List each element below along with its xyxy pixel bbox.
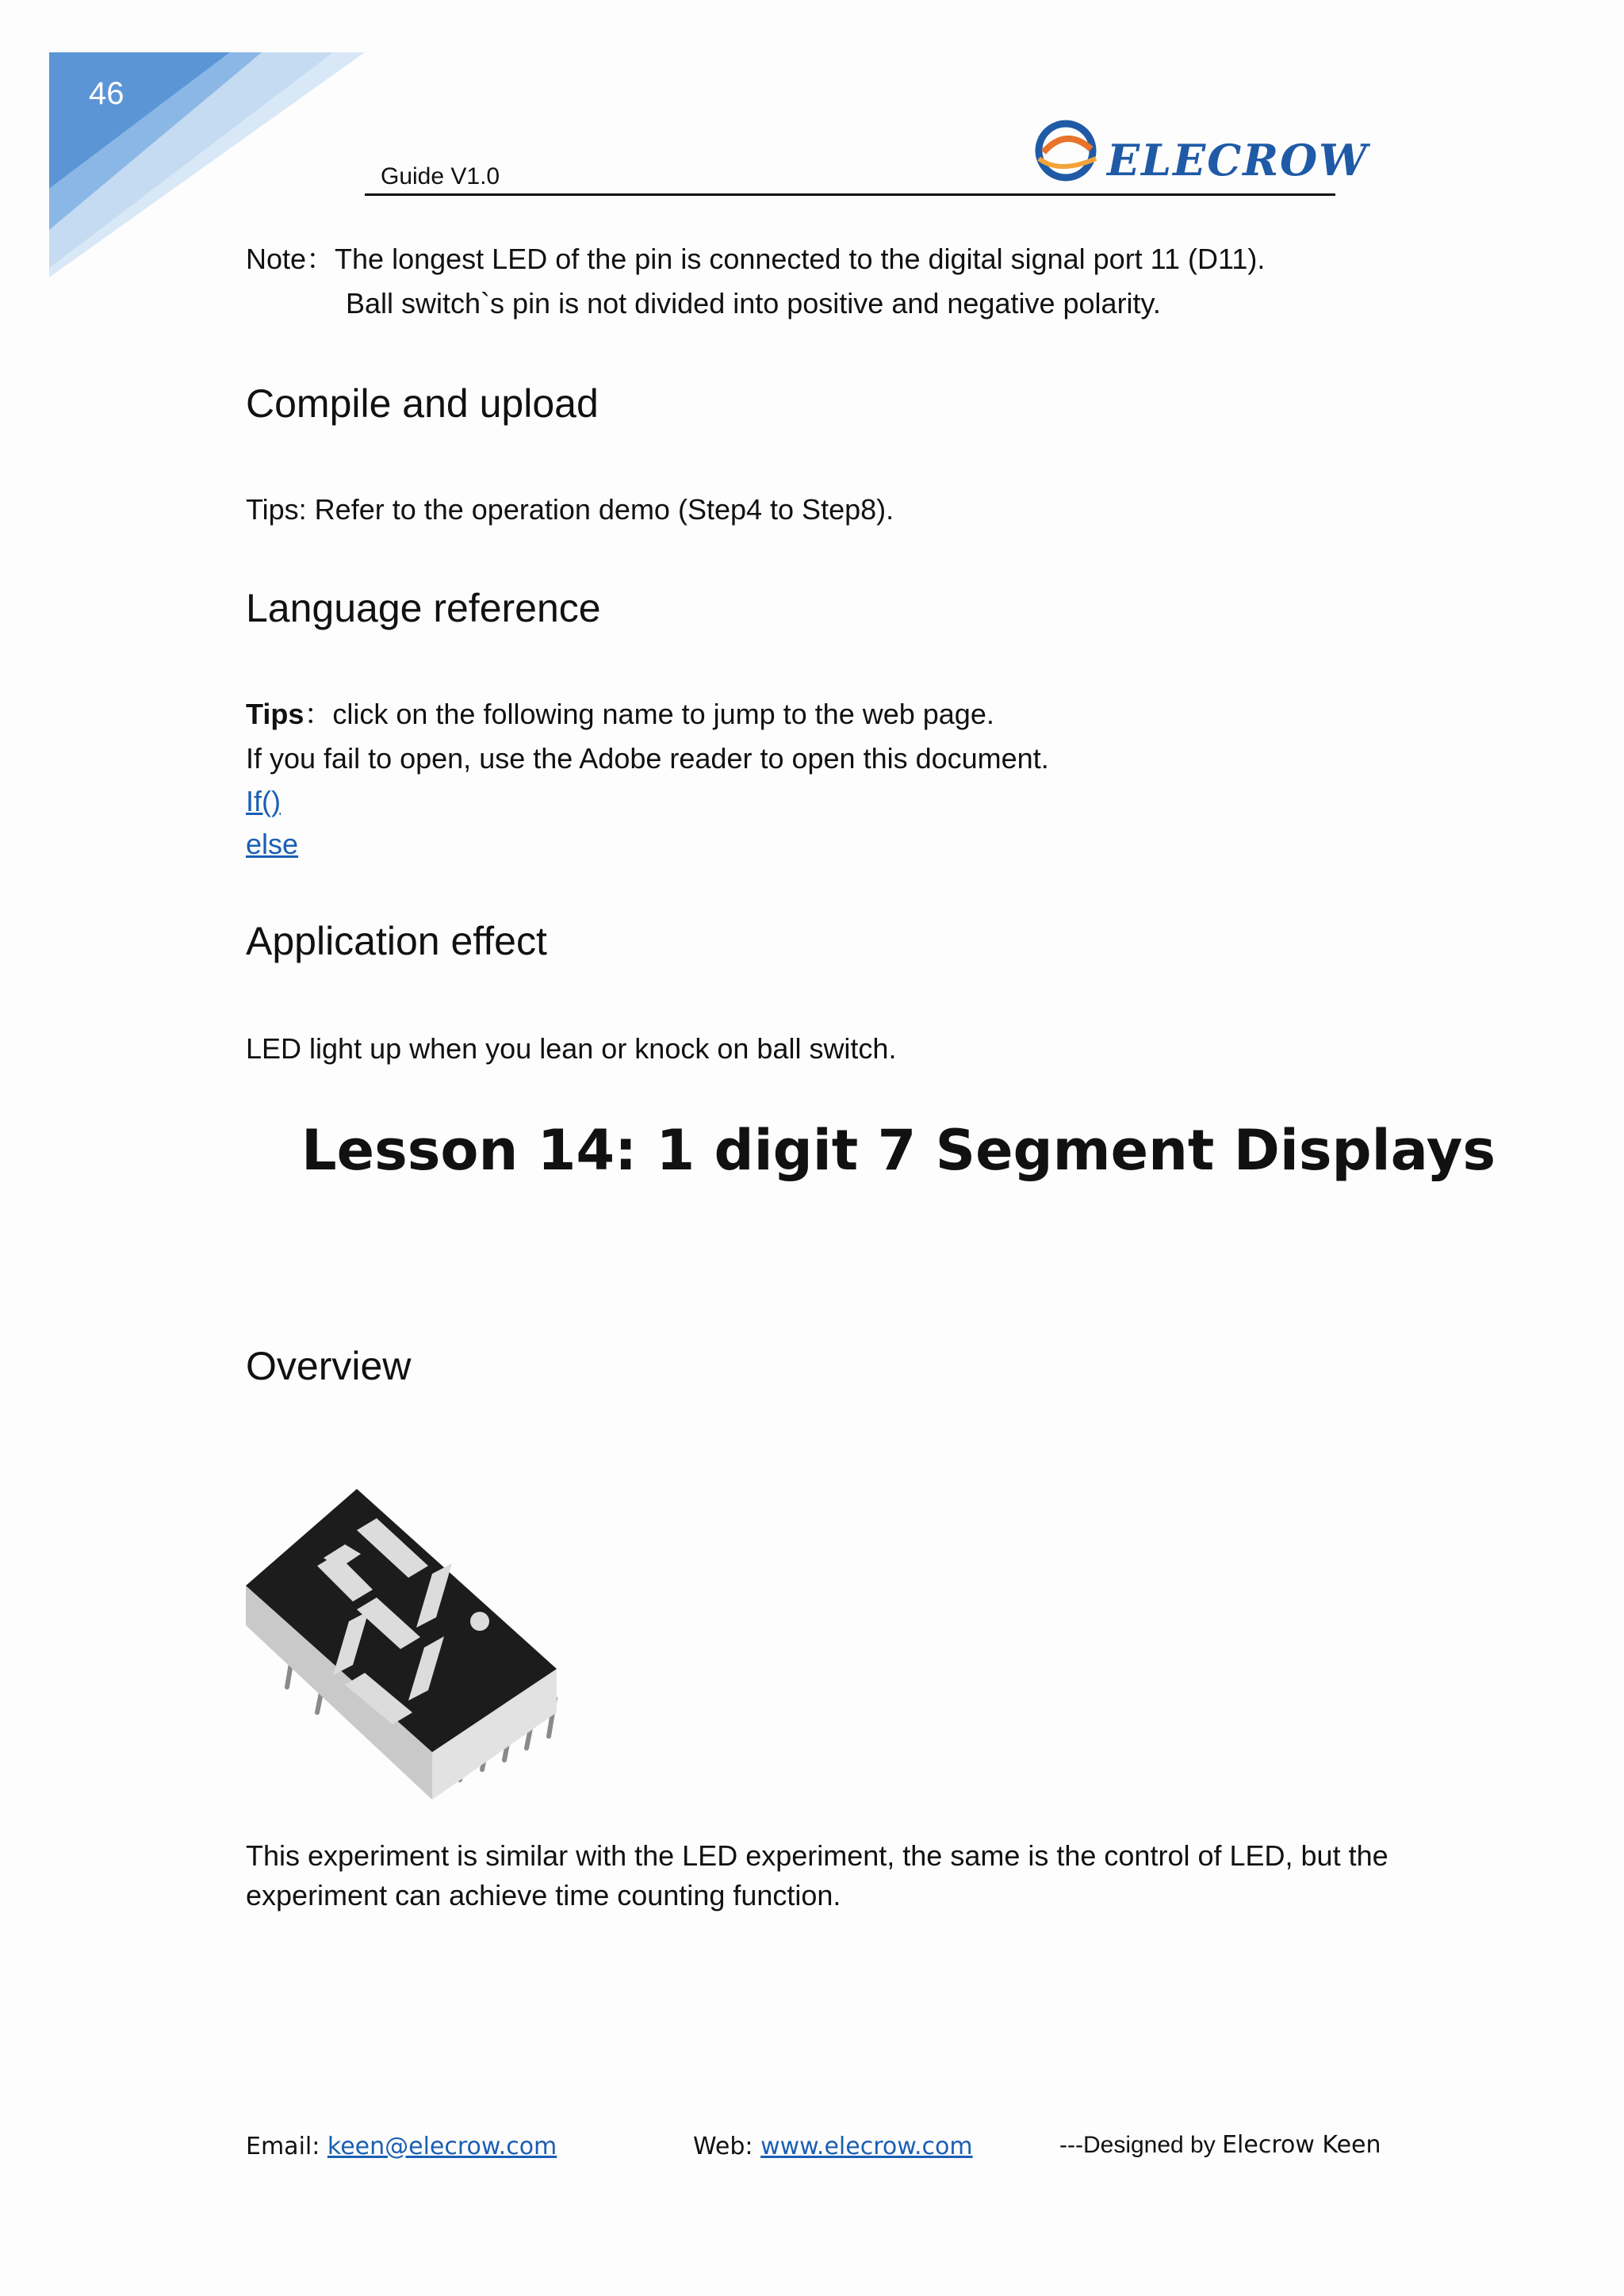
link-else[interactable]: else xyxy=(246,828,299,860)
note-line-1 xyxy=(246,241,1265,278)
language-tips xyxy=(246,696,994,733)
seven-segment-display-image xyxy=(238,1475,571,1816)
web-link[interactable]: www.elecrow.com xyxy=(760,2133,973,2160)
application-text: LED light up when you lean or knock on ball switch. xyxy=(246,1032,897,1065)
web-label: Web: xyxy=(693,2133,761,2160)
elecrow-logo xyxy=(1028,111,1369,190)
footer-email xyxy=(246,2133,557,2160)
page-number: 46 xyxy=(89,76,124,111)
lesson-title: Lesson 14: 1 digit 7 Segment Displays xyxy=(301,1118,1496,1183)
header-rule xyxy=(365,193,1335,196)
guide-version: Guide V1.0 xyxy=(381,163,500,189)
note-line-2: Ball switch`s pin is not divided into positive and negative polarity. xyxy=(346,287,1161,320)
overview-text-2: experiment can achieve time counting function. xyxy=(246,1879,841,1911)
footer-designed xyxy=(1059,2131,1381,2159)
tips-text: ：click on the following name to jump to the web page. xyxy=(304,698,994,730)
note-label: Note： xyxy=(246,243,335,275)
language-heading: Language reference xyxy=(246,586,601,630)
designed-prefix: ---Designed by xyxy=(1059,2132,1223,2158)
elecrow-logo-icon xyxy=(1028,111,1104,187)
compile-heading: Compile and upload xyxy=(246,381,599,426)
compile-tips: Tips: Refer to the operation demo (Step4 to Step8). xyxy=(246,493,894,526)
designed-name: Elecrow Keen xyxy=(1222,2131,1381,2159)
overview-text-1: This experiment is similar with the LED experiment, the same is the control of LED, but the xyxy=(246,1839,1388,1872)
footer-web xyxy=(693,2133,973,2160)
email-link[interactable]: keen@elecrow.com xyxy=(327,2133,557,2160)
email-label: Email: xyxy=(246,2133,327,2160)
tips-label: Tips xyxy=(246,698,304,730)
language-fail-text: If you fail to open, use the Adobe reader to open this document. xyxy=(246,742,1049,775)
application-heading: Application effect xyxy=(246,919,547,963)
note-text-1: The longest LED of the pin is connected to the digital signal port 11 (D11). xyxy=(335,243,1266,275)
overview-heading: Overview xyxy=(246,1344,412,1388)
logo-text: ELECROW xyxy=(1107,135,1369,186)
link-if[interactable]: If() xyxy=(246,785,281,817)
